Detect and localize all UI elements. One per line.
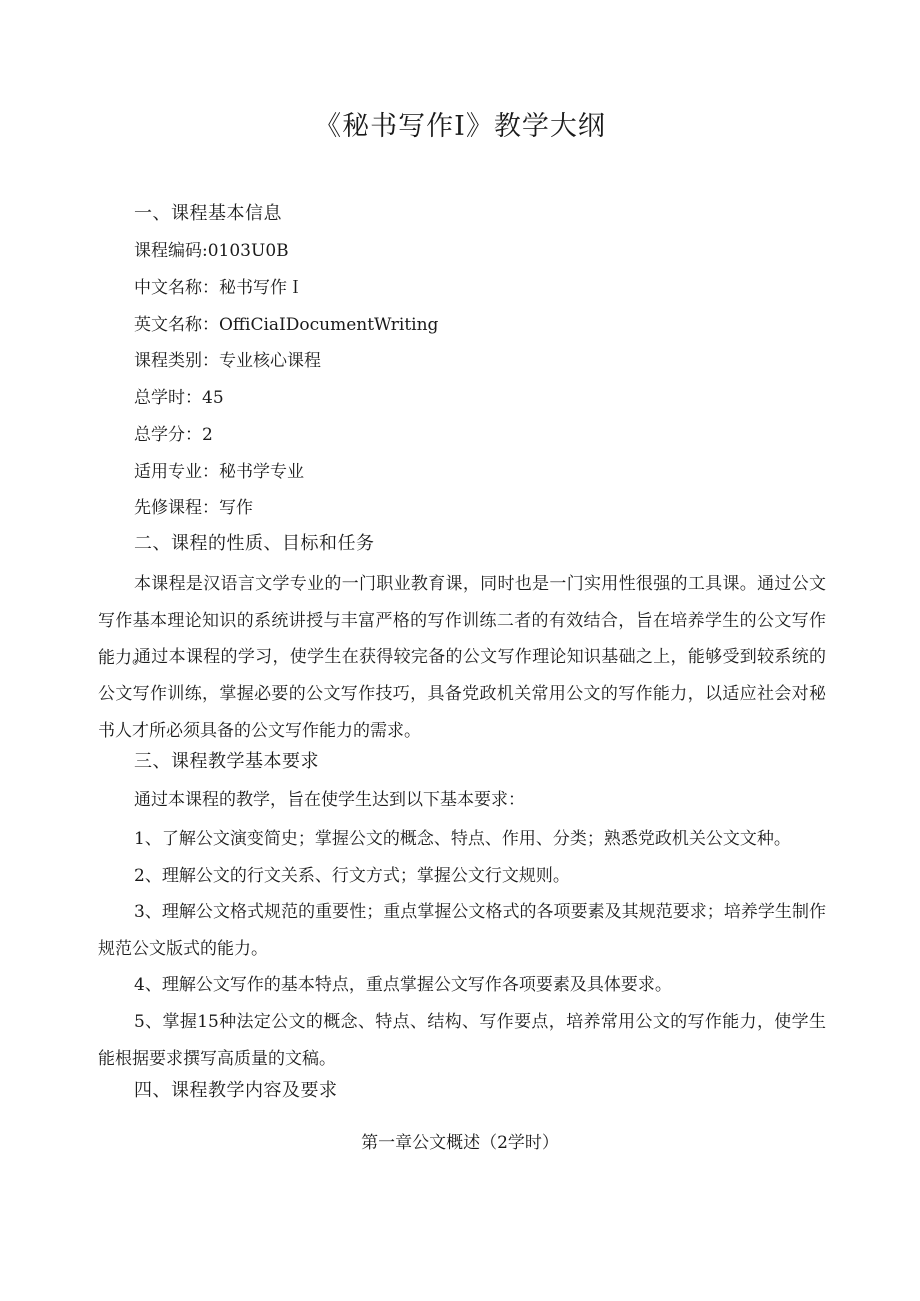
field-course-code: 课程编码:0103U0B (134, 241, 289, 261)
requirement-item-3: 3、理解公文格式规范的重要性；重点掌握公文格式的各项要素及其规范要求；培养学生制作规范公文版式的能力。 (98, 902, 826, 959)
document-title: 《秘书写作I》教学大纲 (314, 111, 606, 142)
requirement-item-1: 1、了解公文演变简史；掌握公文的概念、特点、作用、分类；熟悉党政机关公文文种。 (134, 829, 791, 849)
paragraph-course-goals: 通过本课程的学习，使学生在获得较完备的公文写作理论知识基础之上，能够受到较系统的公文写作训练，掌握必要的公文写作技巧，具备党政机关常用公文的写作能力，以适应社会对秘书人才所必须具备的公文写作能力的需求。 (98, 647, 826, 741)
field-prerequisite: 先修课程：写作 (134, 498, 253, 518)
field-english-name: 英文名称：OffiCiaIDocumentWriting (134, 315, 439, 335)
section-heading-basic-info: 一、课程基本信息 (134, 203, 282, 224)
requirement-item-2: 2、理解公文的行文关系、行文方式；掌握公文行文规则。 (134, 866, 570, 886)
requirements-intro: 通过本课程的教学，旨在使学生达到以下基本要求： (134, 790, 525, 810)
section-heading-requirements: 三、课程教学基本要求 (134, 751, 319, 772)
paragraph-course-nature: 本课程是汉语言文学专业的一门职业教育课，同时也是一门实用性很强的工具课。通过公文写作基本理论知识的系统讲授与丰富严格的写作训练二者的有效结合，旨在培养学生的公文写作能力。 (98, 574, 826, 668)
field-total-hours: 总学时：45 (134, 388, 224, 408)
field-chinese-name: 中文名称：秘书写作Ｉ (134, 278, 304, 298)
field-total-credits: 总学分：2 (134, 425, 213, 445)
field-course-category: 课程类别：专业核心课程 (134, 351, 321, 371)
field-applicable-major: 适用专业：秘书学专业 (134, 462, 304, 482)
requirement-item-4: 4、理解公文写作的基本特点，重点掌握公文写作各项要素及具体要求。 (134, 975, 672, 995)
section-heading-nature-goals: 二、课程的性质、目标和任务 (134, 533, 375, 554)
requirement-item-5: 5、掌握15种法定公文的概念、特点、结构、写作要点，培养常用公文的写作能力，使学生能根据要求撰写高质量的文稿。 (98, 1012, 826, 1069)
chapter-heading: 第一章公文概述（2学时） (361, 1133, 559, 1153)
section-heading-content: 四、课程教学内容及要求 (134, 1080, 338, 1101)
